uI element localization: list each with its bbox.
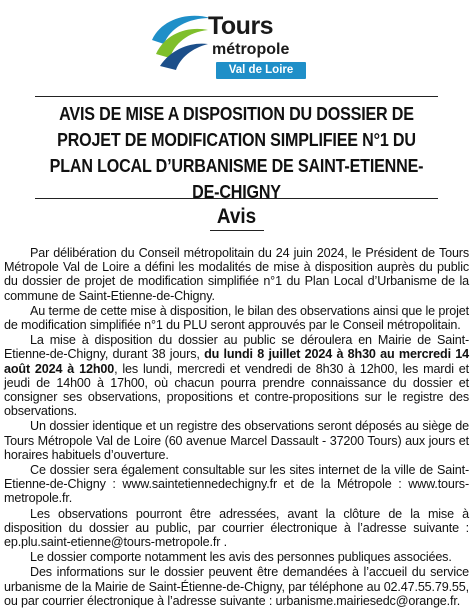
logo-wordmark-val-de-loire: Val de Loire — [216, 62, 306, 79]
tours-metropole-logo — [150, 10, 325, 90]
notice-title: AVIS DE MISE A DISPOSITION DU DOSSIER DE PROJET DE MODIFICATION SIMPLIFIEE N°1 DU PLAN LOCAL D’URBANISME DE SAINT-ETIENNE-DE-CHIGNY — [49, 103, 424, 202]
paragraph-bilan: Au terme de cette mise à disposition, le bilan des observations ainsi que le projet de modification simplifiée n°1 du PLU seront approuvés par le Conseil métropolitain. — [4, 303, 469, 333]
notice-body — [4, 246, 469, 609]
paragraph-observations: Les observations pourront être adressées, avant la clôture de la mise à disposition du dossier au public, par courrier électronique à l’adresse suivante : ep.plu.saint-etienne@tours-metropole.fr . — [4, 506, 469, 550]
notice-heading: Avis — [216, 205, 257, 228]
paragraph-mise-a-disposition-dates: du lundi 8 juillet 2024 à 8h30 au mercredi 14 août 2024 à 12h00 — [4, 347, 469, 376]
paragraph-avis-ppa: Le dossier comporte notamment les avis des personnes publiques associées. — [30, 550, 452, 565]
paragraph-deliberation: Par délibération du Conseil métropolitain du 24 juin 2024, le Président de Tours Métropole Val de Loire a défini les modalités de mise à disposition auprès du public du dossier de projet de modification simplifiée n°1 du Plan Local d’Urbanisme de la commune de Saint-Etienne-de-Chigny. — [4, 246, 469, 303]
logo-wordmark-tours: Tours — [208, 12, 274, 40]
title-divider — [35, 198, 438, 199]
paragraph-dossier-identique: Un dossier identique et un registre des observations seront déposés au siège de Tours Métropole Val de Loire (60 avenue Marcel Dassault - 37200 Tours) aux jours et horaires habituels d’ouverture. — [4, 419, 469, 462]
paragraph-sites-internet: Ce dossier sera également consultable sur les sites internet de la ville de Saint-Etienne-de-Chigny : www.saintetiennedechigny.fr et de la Métropole : www.tours-metropole.fr. — [4, 463, 469, 506]
paragraph-mise-a-disposition-horaires: , les lundi, mercredi et vendredi de 8h30 à 12h00, les mardi et jeudi de 14h00 à 17h00, où chacun pourra prendre connaissance du dossier et consigner ses observations, propositions et contre-propositions sur le registre des observations. — [4, 361, 469, 419]
top-divider — [35, 96, 438, 97]
paragraph-informations: Des informations sur le dossier peuvent être demandées à l’accueil du service urbanisme de la Mairie de Saint-Étienne-de-Chigny, par téléphone au 02.47.55.79.55, ou par courrier électronique à l’adresse suivante : urbanisme.mairiesedc@orange.fr. — [4, 565, 469, 608]
logo-wordmark-metropole: métropole — [212, 41, 290, 58]
heading-underline — [210, 230, 264, 231]
paragraph-mise-a-disposition-intro: La mise à disposition du dossier au public se déroulera en Mairie de Saint-Etienne-de-Chigny, durant 38 jours, — [4, 333, 469, 362]
paragraph-mise-a-disposition — [4, 333, 469, 418]
